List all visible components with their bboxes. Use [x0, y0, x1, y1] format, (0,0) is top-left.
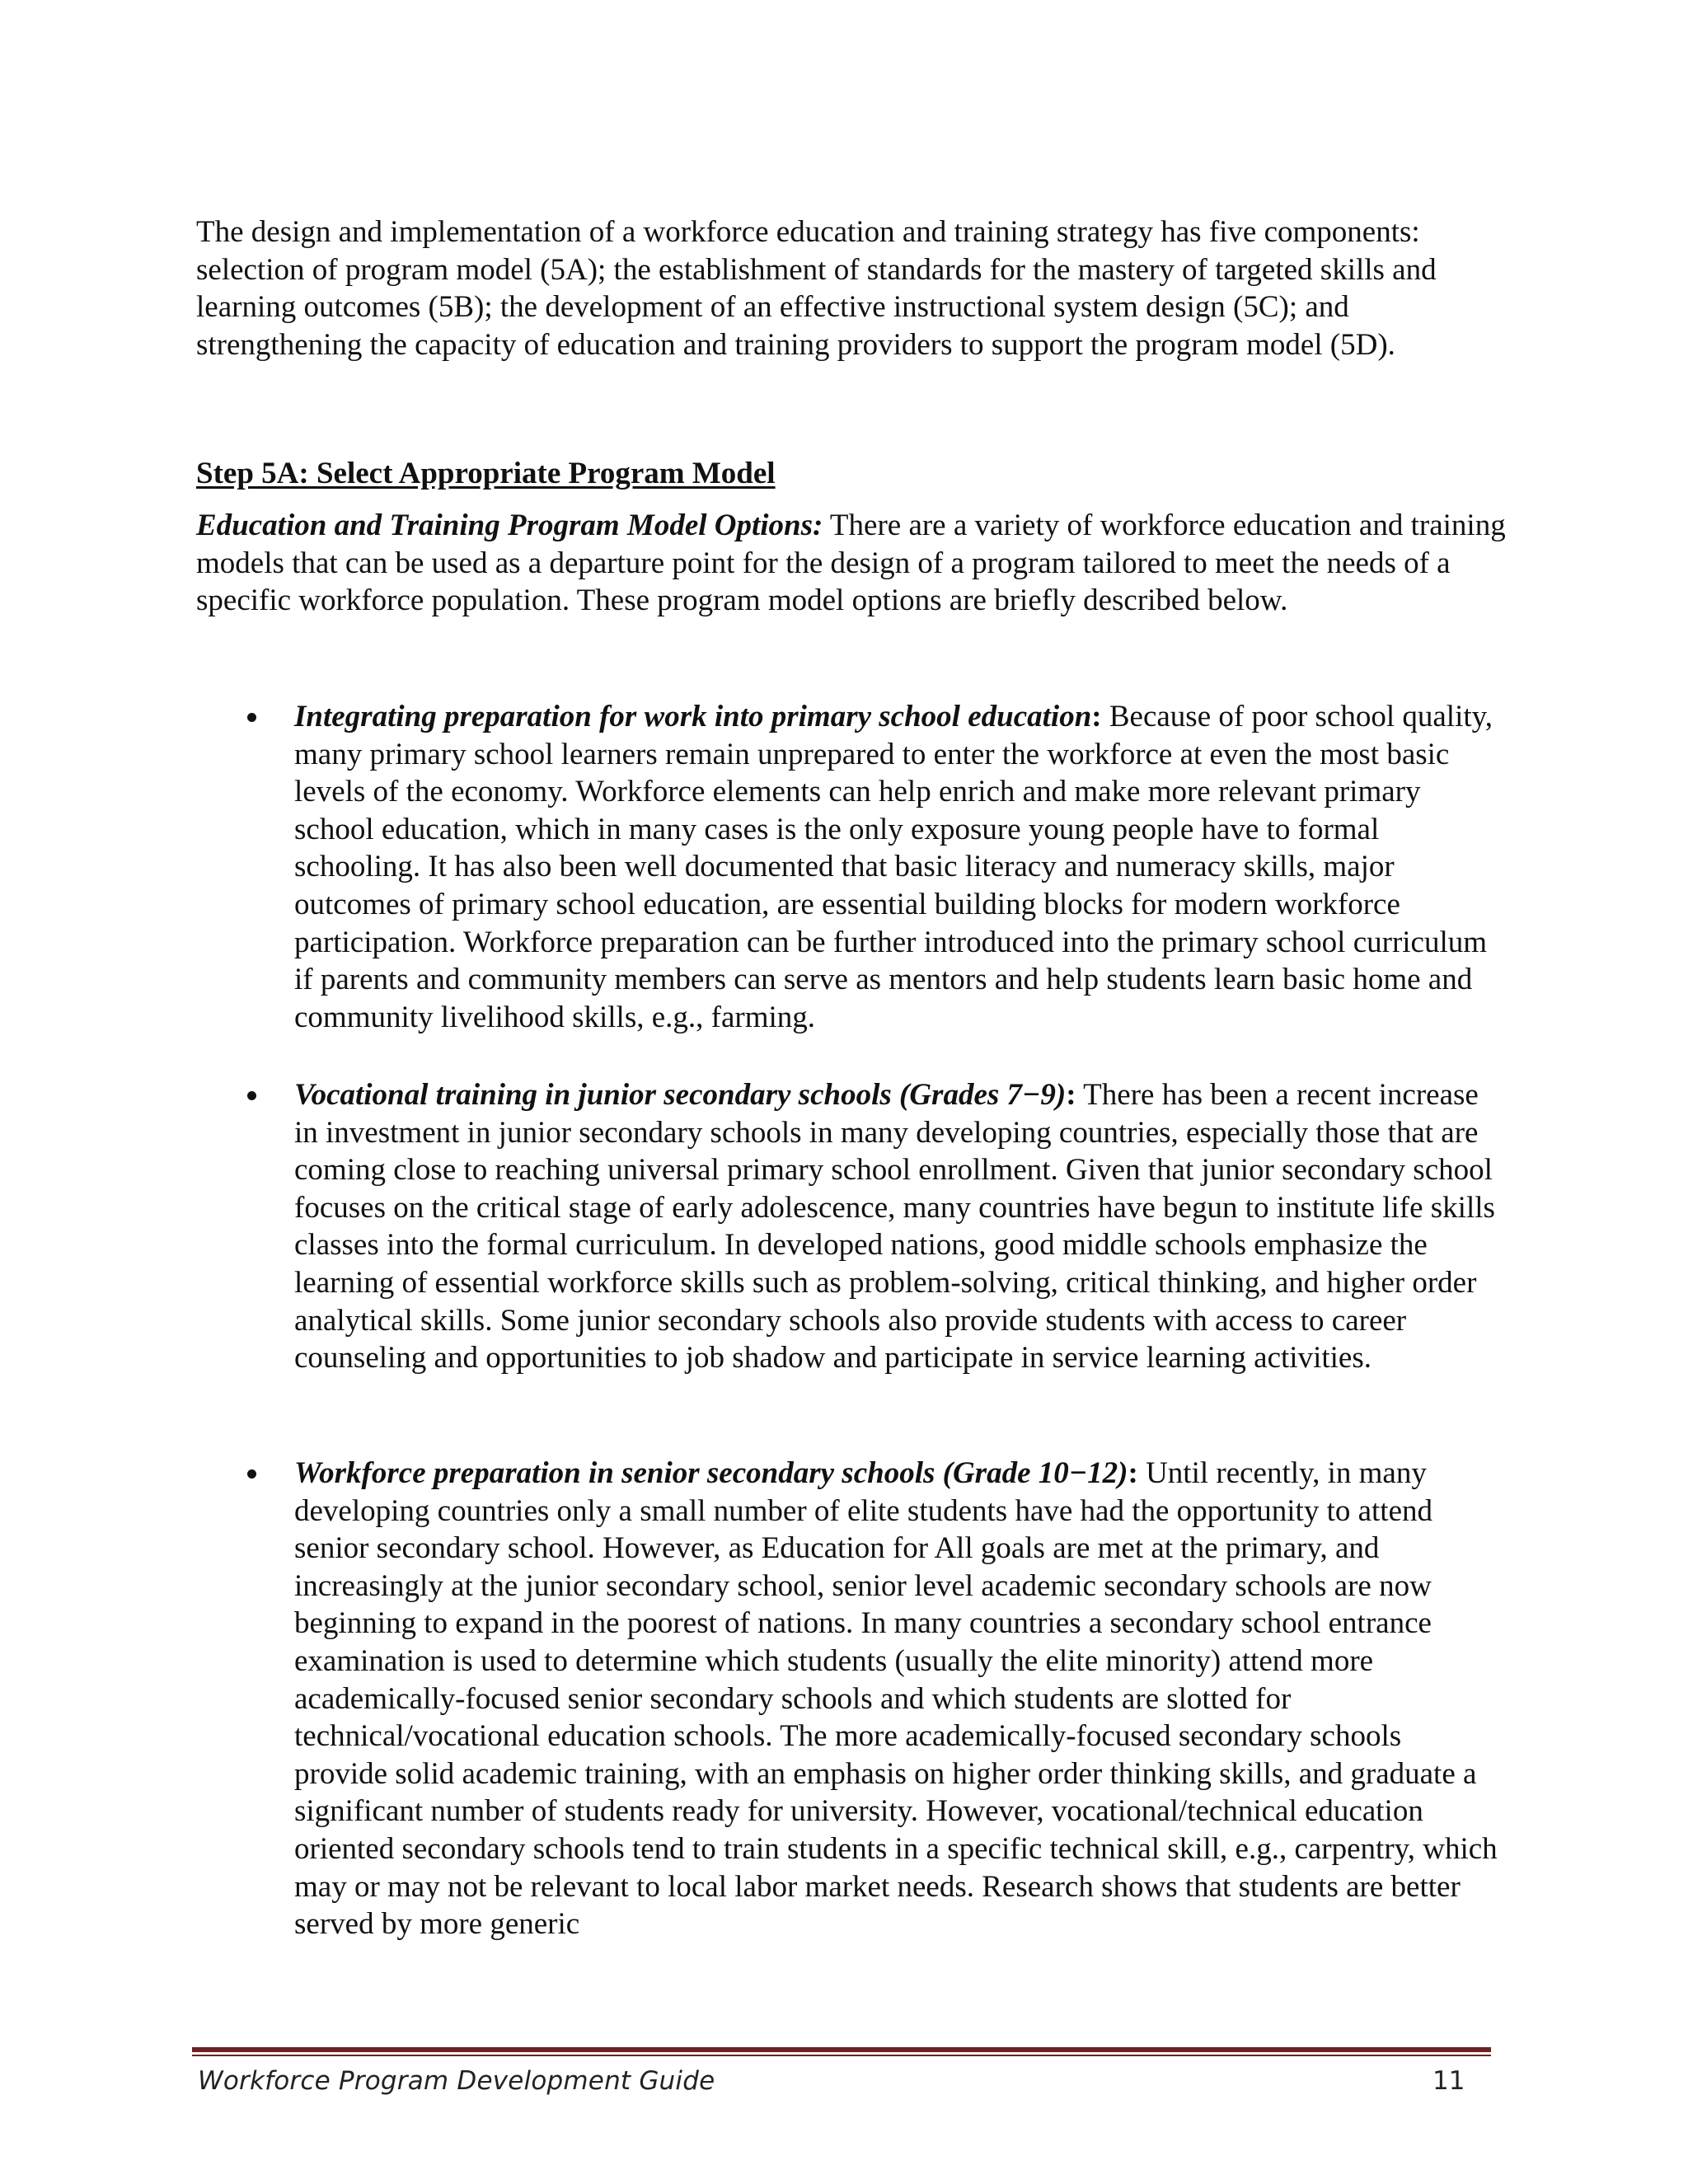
program-model-options-text: There are a variety of workforce education and training models that can be used as a departure point for the design of a program tailored to meet the needs of a specific workforce population. These program model options are briefly described below. — [196, 509, 1506, 617]
footer-divider-thin — [192, 2055, 1491, 2056]
list-item — [196, 1076, 1498, 1377]
bullet-list-3 — [196, 1455, 1498, 1943]
bullet-colon: : — [1066, 1078, 1076, 1112]
bullet-list-2 — [196, 1076, 1498, 1377]
bullet-text: There has been a recent increase in investment in junior secondary schools in many developing countries, especially those that are coming close to reaching universal primary school enrollment. Given that junior secondary school focuses on the critical stage of early adolescence, many countries have begun to institute life skills classes into the formal curriculum. In developed nations, good middle schools emphasize the learning of essential workforce skills such as problem-solving, critical thinking, and higher order analytical skills. Some junior secondary schools also provide students with access to career counseling and opportunities to job shadow and participate in service learning activities. — [294, 1078, 1495, 1376]
program-model-options-paragraph — [196, 507, 1515, 620]
bullet-list-1 — [196, 698, 1498, 1036]
program-model-options-label: Education and Training Program Model Options: — [196, 509, 823, 542]
bullet-text: Until recently, in many developing countries only a small number of elite students have had the opportunity to attend senior secondary school. However, as Education for All goals are met at the primary, and increasingly at the junior secondary school, senior level academic secondary schools are now beginning to expand in the poorest of nations. In many countries a secondary school entrance examination is used to determine which students (usually the elite minority) attend more academically-focused senior secondary schools and which students are slotted for technical/vocational education schools. The more academically-focused secondary schools provide solid academic training, with an emphasis on higher order thinking skills, and graduate a significant number of students ready for university. However, vocational/technical education oriented secondary schools tend to train students in a specific technical skill, e.g., carpentry, which may or may not be relevant to local labor market needs. Research shows that students are better served by more generic — [294, 1456, 1498, 1942]
bullet-colon: : — [1128, 1456, 1138, 1490]
bullet-icon — [247, 1091, 256, 1100]
bullet-colon: : — [1091, 700, 1102, 733]
footer-divider — [192, 2047, 1491, 2052]
footer-title: Workforce Program Development Guide — [198, 2066, 715, 2096]
bullet-title: Workforce preparation in senior secondary schools (Grade 10−12) — [294, 1456, 1128, 1490]
intro-paragraph: The design and implementation of a workforce education and training strategy has five components: selection of program model (5A); the establishment of standards for the mastery of targeted skills and learning outcomes (5B); the development of an effective instructional system design (5C); and strengthening the capacity of education and training providers to support the program model (5D). — [196, 215, 1437, 362]
bullet-title: Integrating preparation for work into primary school education — [294, 700, 1092, 733]
bullet-icon — [247, 713, 256, 722]
step-5a-heading: Step 5A: Select Appropriate Program Model — [196, 457, 776, 490]
page-number: 11 — [1432, 2066, 1465, 2096]
bullet-icon — [247, 1469, 256, 1479]
bullet-text: Because of poor school quality, many primary school learners remain unprepared to enter the workforce at even the most basic levels of the economy. Workforce elements can help enrich and make more relevant primary school education, which in many cases is the only exposure young people have to formal schooling. It has also been well documented that basic literacy and numeracy skills, major outcomes of primary school education, are essential building blocks for modern workforce participation. Workforce preparation can be further introduced into the primary school curriculum if parents and community members can serve as mentors and help students learn basic home and community livelihood skills, e.g., farming. — [294, 700, 1493, 1034]
list-item — [196, 1455, 1498, 1943]
list-item — [196, 698, 1498, 1036]
bullet-title: Vocational training in junior secondary schools (Grades 7−9) — [294, 1078, 1067, 1112]
